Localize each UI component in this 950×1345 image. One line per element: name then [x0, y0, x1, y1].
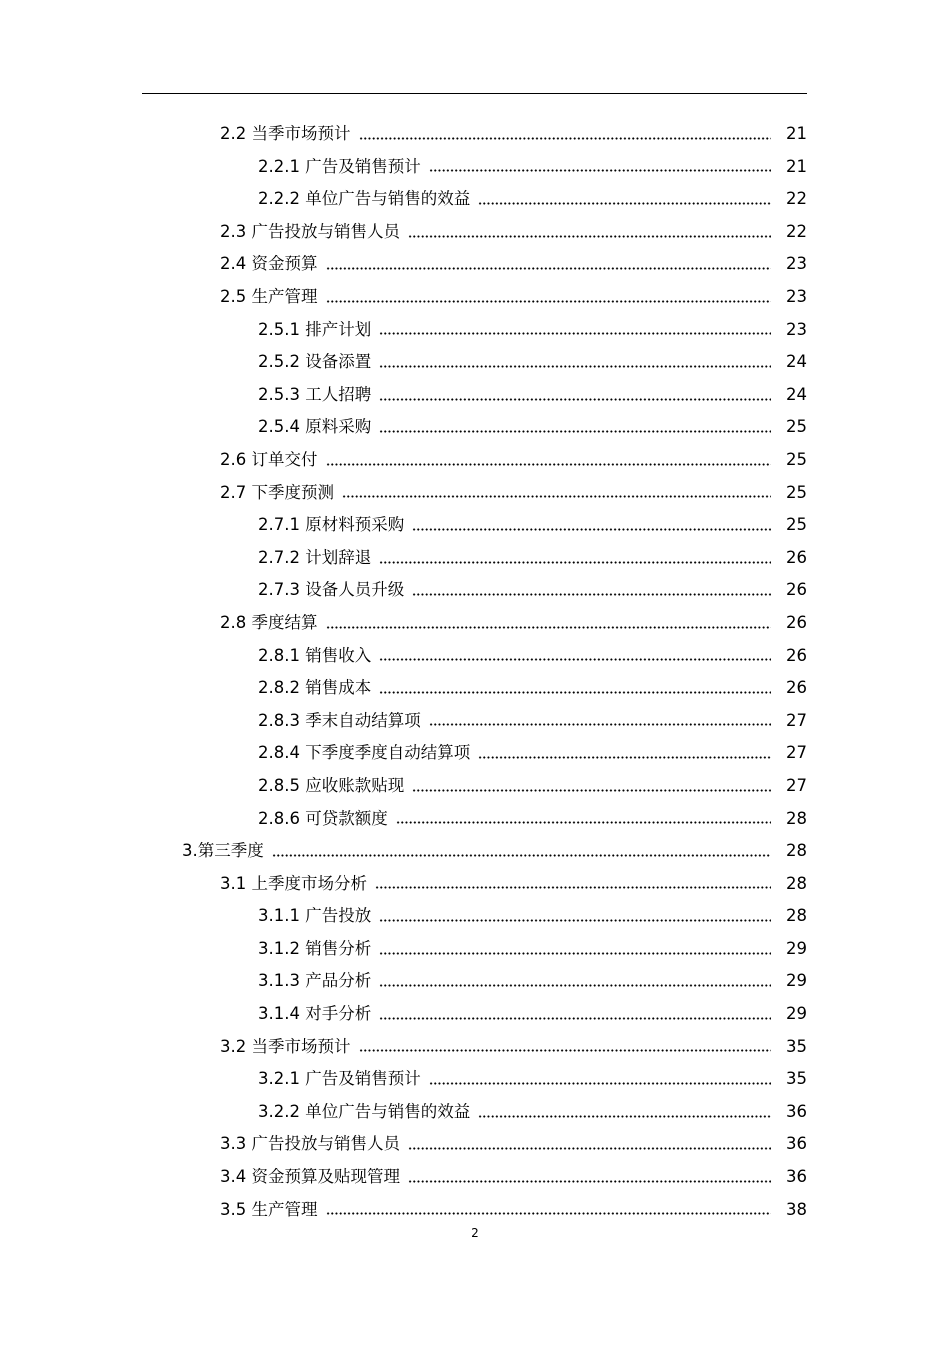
toc-entry-page: 21 — [786, 156, 807, 176]
toc-entry-page: 28 — [786, 808, 807, 828]
toc-entry-label: 2.5.4 原料采购 — [258, 417, 372, 437]
toc-entry-label: 2.8.3 季末自动结算项 — [258, 710, 421, 730]
toc-entry-page: 36 — [786, 1167, 807, 1187]
toc-dot-leader — [272, 854, 771, 857]
toc-entry[interactable] — [0, 835, 950, 868]
toc-entry-page: 28 — [786, 841, 807, 861]
toc-entry-page: 23 — [786, 319, 807, 339]
toc-entry-label: 3.2 当季市场预计 — [220, 1036, 351, 1056]
toc-entry[interactable] — [0, 151, 950, 184]
toc-dot-leader — [326, 267, 772, 270]
toc-entry-label: 3.2.1 广告及销售预计 — [258, 1069, 421, 1089]
toc-dot-leader — [379, 561, 771, 564]
toc-entry-label: 2.8.4 下季度季度自动结算项 — [258, 743, 471, 763]
toc-entry-page: 25 — [786, 515, 807, 535]
toc-entry-page: 26 — [786, 678, 807, 698]
toc-dot-leader — [359, 1049, 772, 1052]
toc-entry-page: 36 — [786, 1134, 807, 1154]
toc-entry[interactable] — [0, 216, 950, 249]
toc-dot-leader — [408, 1147, 771, 1150]
toc-dot-leader — [429, 169, 771, 172]
toc-entry-page: 22 — [786, 221, 807, 241]
toc-entry-label: 2.5.2 设备添置 — [258, 352, 372, 372]
toc-entry[interactable] — [0, 1031, 950, 1064]
toc-entry-label: 2.8.6 可贷款额度 — [258, 808, 388, 828]
toc-entry-label: 3.1 上季度市场分析 — [220, 873, 367, 893]
toc-dot-leader — [478, 756, 771, 759]
toc-entry[interactable] — [0, 965, 950, 998]
toc-entry[interactable] — [0, 411, 950, 444]
toc-entry[interactable] — [0, 444, 950, 477]
toc-entry-label: 2.5.1 排产计划 — [258, 319, 372, 339]
toc-entry-page: 29 — [786, 938, 807, 958]
toc-entry[interactable] — [0, 900, 950, 933]
toc-entry[interactable] — [0, 1128, 950, 1161]
toc-entry[interactable] — [0, 542, 950, 575]
toc-entry[interactable] — [0, 933, 950, 966]
toc-entry-page: 24 — [786, 352, 807, 372]
toc-dot-leader — [342, 495, 771, 498]
toc-dot-leader — [379, 952, 771, 955]
toc-entry-label: 2.2 当季市场预计 — [220, 124, 351, 144]
toc-entry[interactable] — [0, 640, 950, 673]
toc-dot-leader — [412, 593, 771, 596]
toc-dot-leader — [379, 398, 771, 401]
toc-entry[interactable] — [0, 314, 950, 347]
toc-entry-label: 3.5 生产管理 — [220, 1199, 318, 1219]
toc-entry-label: 2.2.2 单位广告与销售的效益 — [258, 189, 471, 209]
toc-entry-page: 35 — [786, 1036, 807, 1056]
toc-entry-label: 3.1.3 产品分析 — [258, 971, 372, 991]
toc-dot-leader — [379, 1017, 771, 1020]
toc-entry-page: 25 — [786, 417, 807, 437]
toc-dot-leader — [412, 528, 771, 531]
toc-dot-leader — [326, 1212, 772, 1215]
toc-entry[interactable] — [0, 770, 950, 803]
toc-entry-label: 2.8.1 销售收入 — [258, 645, 372, 665]
toc-entry-page: 28 — [786, 873, 807, 893]
toc-dot-leader — [379, 332, 771, 335]
toc-entry-page: 22 — [786, 189, 807, 209]
toc-dot-leader — [396, 821, 771, 824]
toc-entry-label: 2.5.3 工人招聘 — [258, 384, 372, 404]
toc-dot-leader — [408, 1180, 771, 1183]
toc-entry-label: 3.4 资金预算及贴现管理 — [220, 1167, 400, 1187]
toc-entry[interactable] — [0, 705, 950, 738]
toc-entry-label: 2.7.1 原材料预采购 — [258, 515, 405, 535]
toc-dot-leader — [379, 984, 771, 987]
toc-entry-page: 38 — [786, 1199, 807, 1219]
toc-entry-page: 21 — [786, 124, 807, 144]
toc-entry-label: 2.8.5 应收账款贴现 — [258, 775, 405, 795]
toc-entry-page: 27 — [786, 743, 807, 763]
toc-entry[interactable] — [0, 672, 950, 705]
toc-dot-leader — [478, 1115, 771, 1118]
toc-entry-page: 26 — [786, 612, 807, 632]
toc-entry-label: 3.1.4 对手分析 — [258, 1004, 372, 1024]
toc-dot-leader — [379, 365, 771, 368]
toc-entry-label: 3.1.1 广告投放 — [258, 906, 372, 926]
toc-dot-leader — [326, 300, 772, 303]
toc-entry-label: 2.7.3 设备人员升级 — [258, 580, 405, 600]
toc-entry[interactable] — [0, 1194, 950, 1227]
toc-dot-leader — [379, 691, 771, 694]
toc-dot-leader — [379, 430, 771, 433]
toc-entry[interactable] — [0, 118, 950, 151]
page-number: 2 — [471, 1226, 479, 1240]
toc-entry-label: 2.7 下季度预测 — [220, 482, 334, 502]
table-of-contents — [0, 118, 950, 1226]
toc-entry-label: 2.8 季度结算 — [220, 612, 318, 632]
toc-entry-page: 29 — [786, 971, 807, 991]
toc-entry[interactable] — [0, 998, 950, 1031]
toc-entry[interactable] — [0, 346, 950, 379]
toc-entry-label: 2.6 订单交付 — [220, 449, 318, 469]
toc-dot-leader — [478, 202, 771, 205]
toc-entry[interactable] — [0, 1096, 950, 1129]
toc-entry-page: 28 — [786, 906, 807, 926]
toc-dot-leader — [375, 886, 771, 889]
toc-entry-page: 25 — [786, 449, 807, 469]
toc-entry[interactable] — [0, 379, 950, 412]
toc-entry[interactable] — [0, 477, 950, 510]
toc-entry[interactable] — [0, 574, 950, 607]
toc-entry-label: 2.4 资金预算 — [220, 254, 318, 274]
toc-dot-leader — [326, 463, 772, 466]
toc-entry[interactable] — [0, 183, 950, 216]
toc-entry-label: 3.3 广告投放与销售人员 — [220, 1134, 400, 1154]
toc-entry-page: 26 — [786, 547, 807, 567]
toc-entry[interactable] — [0, 281, 950, 314]
toc-entry-label: 3.2.2 单位广告与销售的效益 — [258, 1101, 471, 1121]
toc-dot-leader — [429, 723, 771, 726]
toc-entry-page: 27 — [786, 775, 807, 795]
toc-entry-page: 24 — [786, 384, 807, 404]
toc-entry-label: 2.3 广告投放与销售人员 — [220, 221, 400, 241]
toc-dot-leader — [379, 919, 771, 922]
toc-entry[interactable] — [0, 1161, 950, 1194]
toc-entry[interactable] — [0, 1063, 950, 1096]
toc-entry-page: 26 — [786, 645, 807, 665]
toc-entry-page: 26 — [786, 580, 807, 600]
toc-entry[interactable] — [0, 607, 950, 640]
toc-entry-label: 3.第三季度 — [182, 841, 264, 861]
toc-entry-page: 35 — [786, 1069, 807, 1089]
toc-dot-leader — [359, 137, 772, 140]
toc-entry-page: 27 — [786, 710, 807, 730]
toc-entry-label: 2.2.1 广告及销售预计 — [258, 156, 421, 176]
toc-entry[interactable] — [0, 509, 950, 542]
toc-entry-label: 3.1.2 销售分析 — [258, 938, 372, 958]
toc-dot-leader — [326, 626, 772, 629]
toc-entry-label: 2.7.2 计划辞退 — [258, 547, 372, 567]
toc-entry-page: 29 — [786, 1004, 807, 1024]
toc-dot-leader — [412, 789, 771, 792]
toc-entry[interactable] — [0, 248, 950, 281]
toc-dot-leader — [379, 658, 771, 661]
toc-entry-page: 25 — [786, 482, 807, 502]
toc-dot-leader — [408, 235, 771, 238]
toc-entry[interactable] — [0, 868, 950, 901]
toc-entry-label: 2.5 生产管理 — [220, 287, 318, 307]
toc-entry-label: 2.8.2 销售成本 — [258, 678, 372, 698]
toc-dot-leader — [429, 1082, 771, 1085]
toc-entry-page: 23 — [786, 254, 807, 274]
toc-entry[interactable] — [0, 802, 950, 835]
toc-entry-page: 36 — [786, 1101, 807, 1121]
toc-entry-page: 23 — [786, 287, 807, 307]
toc-entry[interactable] — [0, 737, 950, 770]
header-rule — [142, 93, 807, 94]
